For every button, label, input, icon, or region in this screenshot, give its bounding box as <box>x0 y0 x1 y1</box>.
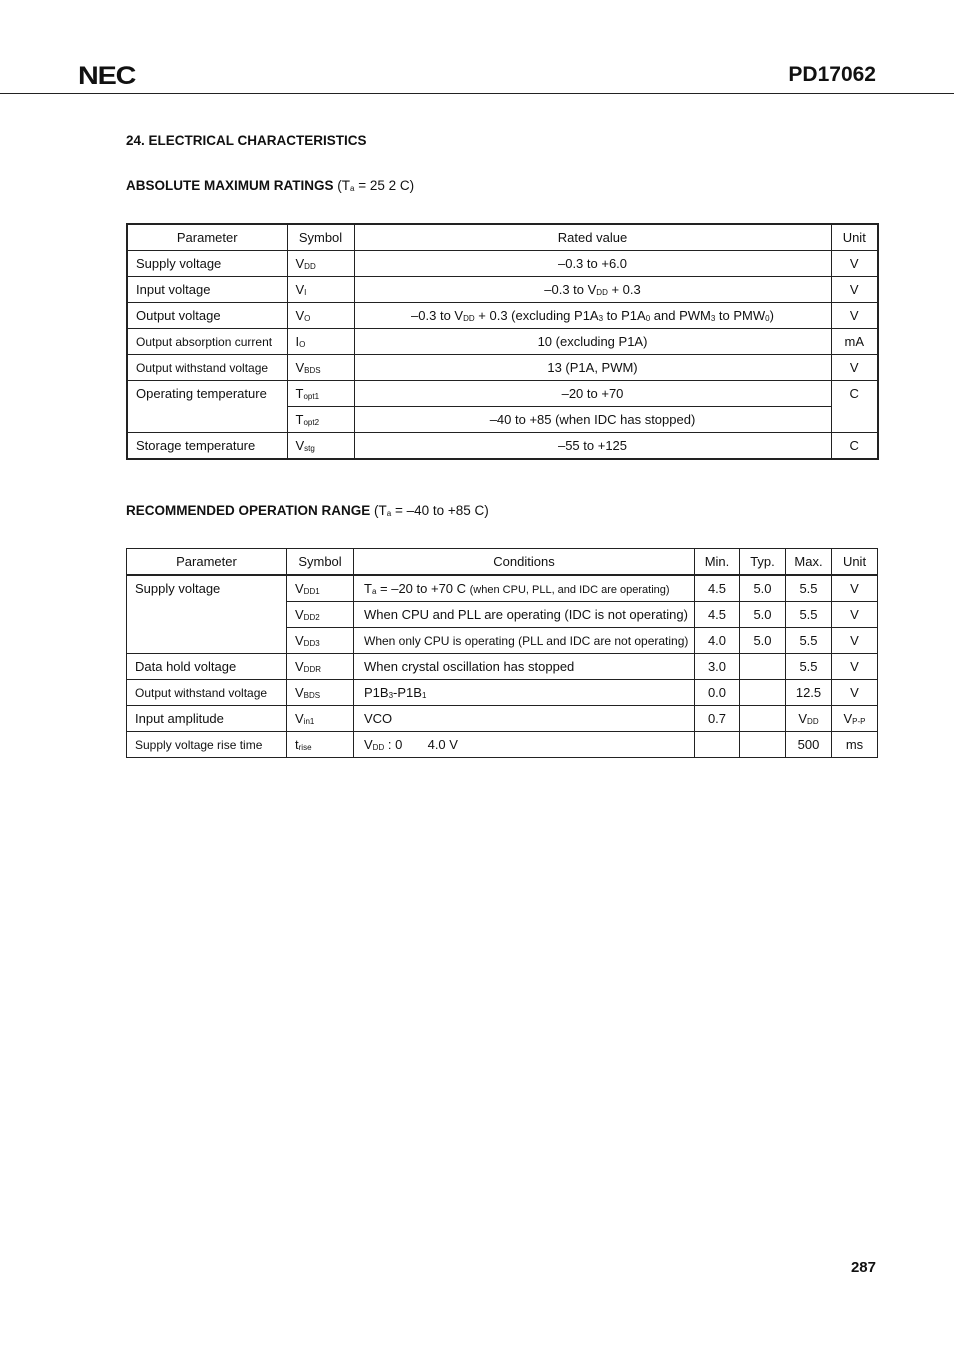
param-cell: Operating temperature <box>127 381 287 433</box>
param-cell: Output withstand voltage <box>127 355 287 381</box>
max-cell: 5.5 <box>786 602 832 628</box>
symbol-cell: $t_{rise}$ <box>287 732 354 758</box>
max-cell: 5.5 <box>786 654 832 680</box>
table-row <box>127 680 878 706</box>
table-row <box>127 575 878 602</box>
rec-op-heading: RECOMMENDED OPERATION RANGE ($T_a = -40$ to +85 C) <box>126 503 489 518</box>
max-cell: 5.5 <box>786 575 832 602</box>
col-header: Min. <box>695 549 740 576</box>
param-cell: Data hold voltage <box>127 654 287 680</box>
unit-cell: V <box>831 355 878 381</box>
abs-max-title: ABSOLUTE MAXIMUM RATINGS <box>126 178 334 193</box>
rec-op-title: RECOMMENDED OPERATION RANGE <box>126 503 371 518</box>
symbol-cell: $T_{opt1}$ <box>287 381 354 407</box>
table-header-row <box>127 224 878 251</box>
max-cell: $V_{DD}$ <box>786 706 832 732</box>
unit-cell: V <box>831 277 878 303</box>
unit-cell: V <box>832 654 878 680</box>
symbol-cell: $V_{DD1}$ <box>287 575 354 602</box>
col-header: Symbol <box>287 224 354 251</box>
unit-cell: V <box>831 303 878 329</box>
value-cell: 13 (P1A, PWM) <box>354 355 831 381</box>
value-cell: –55 to +125 <box>354 433 831 460</box>
value-cell: –0.3 to $V_{DD} + 0.3$ <box>354 277 831 303</box>
unit-cell: C <box>831 381 878 433</box>
typ-cell: 5.0 <box>740 602 786 628</box>
condition-cell: $V_{DD}$ : 0 4.0 V <box>354 732 695 758</box>
table-row <box>127 303 878 329</box>
unit-cell: V <box>831 251 878 277</box>
param-cell: Supply voltage <box>127 575 287 654</box>
min-cell: 4.5 <box>695 575 740 602</box>
param-cell: Storage temperature <box>127 433 287 460</box>
typ-cell: 5.0 <box>740 628 786 654</box>
max-cell: 5.5 <box>786 628 832 654</box>
table-row <box>127 706 878 732</box>
document-id: PD17062 <box>788 63 876 86</box>
table-row <box>127 433 878 460</box>
symbol-cell: $V_{BDS}$ <box>287 680 354 706</box>
symbol-cell: $V_{DD3}$ <box>287 628 354 654</box>
condition-cell: When CPU and PLL are operating (IDC is not operating) <box>354 602 695 628</box>
symbol-cell: $V_{DDR}$ <box>287 654 354 680</box>
table-row <box>127 251 878 277</box>
table-row <box>127 329 878 355</box>
typ-cell <box>740 680 786 706</box>
table-row <box>127 355 878 381</box>
symbol-cell: $V_{DD}$ <box>287 251 354 277</box>
value-cell: –40 to +85 (when IDC has stopped) <box>354 407 831 433</box>
symbol-cell: $V_{DD2}$ <box>287 602 354 628</box>
col-header: Conditions <box>354 549 695 576</box>
col-header: Unit <box>832 549 878 576</box>
param-cell: Supply voltage rise time <box>127 732 287 758</box>
col-header: Rated value <box>354 224 831 251</box>
unit-cell: ms <box>832 732 878 758</box>
col-header: Parameter <box>127 224 287 251</box>
abs-max-heading: ABSOLUTE MAXIMUM RATINGS ($T_a = 25$ 2 C) <box>126 178 415 193</box>
param-cell: Supply voltage <box>127 251 287 277</box>
symbol-cell: $I_O$ <box>287 329 354 355</box>
symbol-cell: $V_{in1}$ <box>287 706 354 732</box>
unit-cell: V <box>832 575 878 602</box>
col-header: Symbol <box>287 549 354 576</box>
col-header: Max. <box>786 549 832 576</box>
unit-cell: V <box>832 602 878 628</box>
symbol-cell: $V_O$ <box>287 303 354 329</box>
unit-cell: mA <box>831 329 878 355</box>
table-row <box>127 381 878 407</box>
col-header: Unit <box>831 224 878 251</box>
max-cell: 500 <box>786 732 832 758</box>
typ-cell <box>740 706 786 732</box>
condition-cell: $P1B_3-P1B_1$ <box>354 680 695 706</box>
value-cell: –0.3 to $V_{DD} + 0.3$ (excluding $P1A_3$ to $P1A_0$ and $PWM_3$ to $PMW_0$) <box>354 303 831 329</box>
min-cell: 4.5 <box>695 602 740 628</box>
min-cell: 4.0 <box>695 628 740 654</box>
min-cell: 0.0 <box>695 680 740 706</box>
value-cell: –20 to +70 <box>354 381 831 407</box>
min-cell: 3.0 <box>695 654 740 680</box>
condition-cell: $T_a = -20$ to +70 C (when CPU, PLL, and IDC are operating) <box>354 575 695 602</box>
condition-cell: When only CPU is operating (PLL and IDC are not operating) <box>354 628 695 654</box>
param-cell: Output absorption current <box>127 329 287 355</box>
value-cell: –0.3 to +6.0 <box>354 251 831 277</box>
page-number: 287 <box>850 1259 876 1276</box>
col-header: Typ. <box>740 549 786 576</box>
param-cell: Input voltage <box>127 277 287 303</box>
symbol-cell: $T_{opt2}$ <box>287 407 354 433</box>
unit-cell: $V_{P-P}$ <box>832 706 878 732</box>
rec-op-table <box>126 548 878 758</box>
max-cell: 12.5 <box>786 680 832 706</box>
value-cell: 10 (excluding P1A) <box>354 329 831 355</box>
typ-cell <box>740 654 786 680</box>
condition-cell: VCO <box>354 706 695 732</box>
table-row <box>127 654 878 680</box>
symbol-cell: $V_{stg}$ <box>287 433 354 460</box>
unit-cell: V <box>832 628 878 654</box>
section-title: 24. ELECTRICAL CHARACTERISTICS <box>126 133 367 148</box>
table-header-row <box>127 549 878 576</box>
param-cell: Output withstand voltage <box>127 680 287 706</box>
table-row <box>127 277 878 303</box>
col-header: Parameter <box>127 549 287 576</box>
symbol-cell: $V_I$ <box>287 277 354 303</box>
typ-cell: 5.0 <box>740 575 786 602</box>
symbol-cell: $V_{BDS}$ <box>287 355 354 381</box>
header-rule <box>0 93 954 94</box>
min-cell: 0.7 <box>695 706 740 732</box>
abs-max-table <box>126 223 879 460</box>
table-row <box>127 732 878 758</box>
typ-cell <box>740 732 786 758</box>
unit-cell: V <box>832 680 878 706</box>
param-cell: Input amplitude <box>127 706 287 732</box>
condition-cell: When crystal oscillation has stopped <box>354 654 695 680</box>
unit-cell: C <box>831 433 878 460</box>
nec-logo: NEC <box>78 62 136 90</box>
min-cell <box>695 732 740 758</box>
param-cell: Output voltage <box>127 303 287 329</box>
